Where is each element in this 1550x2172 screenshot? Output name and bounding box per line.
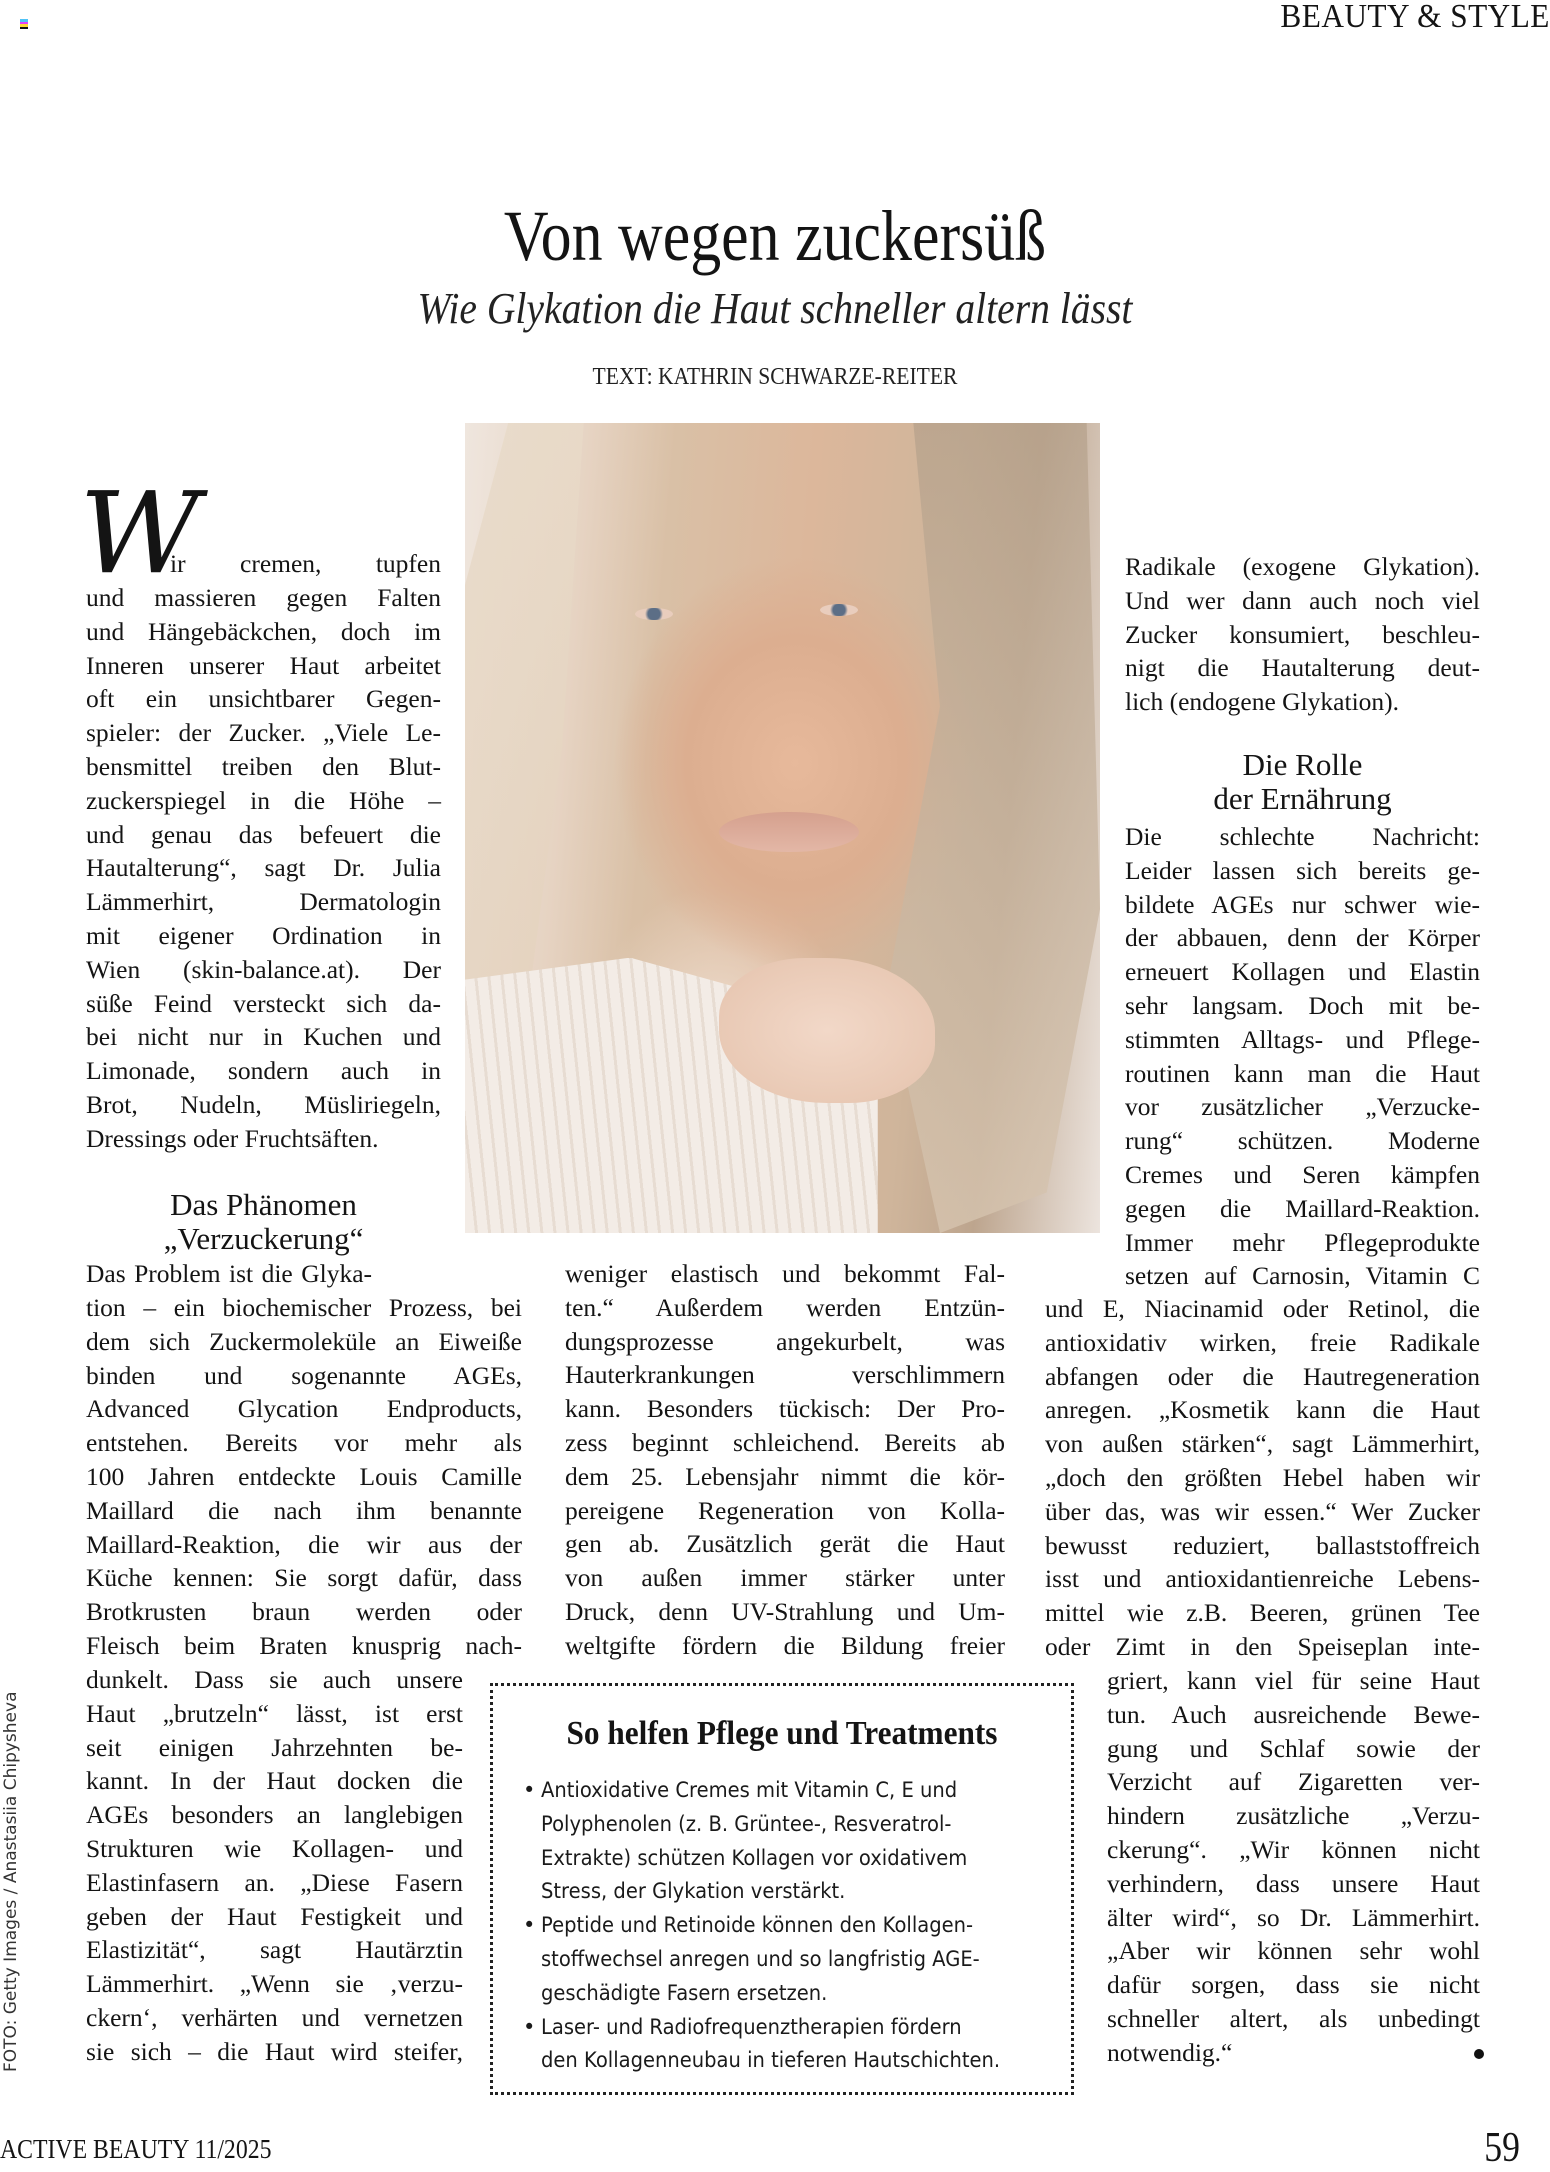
text-line: Immer mehr Pflegeprodukte bbox=[1125, 1227, 1480, 1257]
info-box bbox=[490, 1683, 1074, 2095]
drop-cap: W bbox=[79, 469, 201, 599]
text-line: bewusst reduziert, ballaststoffreich bbox=[1045, 1530, 1480, 1560]
text-line: spieler: der Zucker. „Viele Le- bbox=[86, 718, 441, 748]
text-line: nigt die Hautalterung deut- bbox=[1125, 653, 1480, 683]
column-3-bottom bbox=[1107, 1664, 1480, 2070]
column-3-top bbox=[1125, 550, 1480, 719]
text-line: Radikale (exogene Glykation). bbox=[1125, 552, 1480, 581]
photo-eye-right bbox=[820, 604, 858, 616]
text-line: mit eigener Ordination in bbox=[86, 920, 441, 950]
intro-first-line-block bbox=[170, 547, 441, 581]
info-box-item bbox=[523, 1909, 1068, 2010]
text-line: Druck, denn UV-Strahlung und Um- bbox=[565, 1596, 1005, 1626]
text-line: dem sich Zuckermoleküle an Eiweiße bbox=[86, 1326, 522, 1356]
text-line: Brotkrusten braun werden oder bbox=[86, 1597, 522, 1627]
article-title: Von wegen zuckersüß bbox=[503, 196, 1047, 276]
article-byline: TEXT: KATHRIN SCHWARZE-REITER bbox=[592, 364, 958, 390]
info-box-line: geschädigte Fasern ersetzen. bbox=[541, 1980, 828, 2005]
text-line: dafür sorgen, dass sie nicht bbox=[1107, 1970, 1480, 2000]
text-line: der abbauen, denn der Körper bbox=[1125, 923, 1480, 953]
info-box-line: • Antioxidative Cremes mit Vitamin C, E und bbox=[541, 1778, 958, 1802]
text-line: dunkelt. Dass sie auch unsere bbox=[86, 1665, 463, 1694]
info-box-line: Polyphenolen (z. B. Grüntee-, Resveratrol- bbox=[541, 1811, 952, 1836]
text-line: Lämmerhirt, Dermatologin bbox=[86, 887, 441, 917]
text-line: rung“ schützen. Moderne bbox=[1125, 1126, 1480, 1156]
text-line: mittel wie z.B. Beeren, grünen Tee bbox=[1045, 1598, 1480, 1628]
text-line: stimmten Alltags- und Pflege- bbox=[1125, 1024, 1480, 1054]
info-box-list bbox=[523, 1774, 1068, 2078]
photo-hand bbox=[719, 958, 935, 1104]
column-1-intro bbox=[86, 581, 441, 1156]
text-line: Hautalterung“, sagt Dr. Julia bbox=[86, 853, 441, 883]
subhead-line: Die Rolle bbox=[1242, 747, 1363, 782]
text-line: bensmittel treiben den Blut- bbox=[86, 751, 441, 781]
text-line: oft ein unsichtbarer Gegen- bbox=[86, 684, 441, 714]
text-line: und E, Niacinamid oder Retinol, die bbox=[1045, 1294, 1480, 1323]
text-line: Inneren unserer Haut arbeitet bbox=[86, 650, 441, 680]
text-line: Haut „brutzeln“ lässt, ist erst bbox=[86, 1698, 463, 1728]
color-swatch bbox=[20, 27, 28, 30]
text-line: Lämmerhirt. „Wenn sie ‚verzu- bbox=[86, 1969, 463, 1999]
text-line: Elastizität“, sagt Hautärztin bbox=[86, 1935, 463, 1965]
text-line: zuckerspiegel in die Höhe – bbox=[86, 785, 441, 815]
text-line: ten.“ Außerdem werden Entzün- bbox=[565, 1292, 1005, 1322]
subhead-line: „Verzuckerung“ bbox=[163, 1221, 364, 1256]
text-line: pereigene Regeneration von Kolla- bbox=[565, 1495, 1005, 1525]
text-line: sehr langsam. Doch mit be- bbox=[1125, 990, 1480, 1020]
subhead-line: Das Phänomen bbox=[170, 1187, 357, 1222]
text-line: griert, kann viel für seine Haut bbox=[1107, 1666, 1480, 1695]
text-line: zess beginnt schleichend. Bereits ab bbox=[565, 1427, 1005, 1457]
text-line: bei nicht nur in Kuchen und bbox=[86, 1022, 441, 1052]
text-line: Zucker konsumiert, beschleu- bbox=[1125, 619, 1480, 649]
text-line: Elastinfasern an. „Diese Fasern bbox=[86, 1867, 463, 1897]
text-line: seit einigen Jahrzehnten be- bbox=[86, 1732, 463, 1762]
info-box-line: Extrakte) schützen Kollagen vor oxidativem bbox=[541, 1845, 968, 1870]
column-3-wide bbox=[1045, 1292, 1480, 1664]
photo-lips bbox=[719, 812, 859, 853]
text-line: Strukturen wie Kollagen- und bbox=[86, 1833, 463, 1863]
column-2 bbox=[565, 1257, 1005, 1663]
text-line: hindern zusätzliche „Verzu- bbox=[1107, 1801, 1480, 1831]
text-line: verhindern, dass unsere Haut bbox=[1107, 1868, 1480, 1898]
text-line: über das, was wir essen.“ Wer Zucker bbox=[1045, 1496, 1480, 1526]
text-line: Dressings oder Fruchtsäften. bbox=[86, 1123, 379, 1153]
info-box-line: stoffwechsel anregen und so langfristig AGE- bbox=[541, 1946, 980, 1971]
text-line: lich (endogene Glykation). bbox=[1125, 687, 1400, 717]
text-line: Cremes und Seren kämpfen bbox=[1125, 1159, 1480, 1189]
text-line: vor zusätzlicher „Verzucke- bbox=[1125, 1092, 1480, 1122]
text-line: von außen stärken“, sagt Lämmerhirt, bbox=[1045, 1429, 1480, 1459]
text-line: antioxidativ wirken, freie Radikale bbox=[1045, 1327, 1480, 1357]
text-line: Hauterkrankungen verschlimmern bbox=[565, 1360, 1005, 1390]
text-line: ir cremen, tupfen bbox=[170, 549, 441, 578]
end-of-article-mark bbox=[1474, 2049, 1484, 2059]
text-line: erneuert Kollagen und Elastin bbox=[1125, 957, 1480, 987]
text-line: entstehen. Bereits vor mehr als bbox=[86, 1428, 522, 1458]
text-line: und massieren gegen Falten bbox=[86, 583, 441, 612]
text-line: notwendig.“ bbox=[1107, 2037, 1233, 2067]
photo-credit: FOTO: Getty Images / Anastasiia Chipysheva bbox=[1, 1691, 21, 2072]
info-box-item bbox=[523, 2011, 1068, 2079]
article-subtitle: Wie Glykation die Haut schneller altern lässt bbox=[417, 284, 1133, 333]
info-box-title: So helfen Pflege und Treatments bbox=[566, 1715, 998, 1752]
text-line: älter wird“, so Dr. Lämmerhirt. bbox=[1107, 1902, 1480, 1932]
text-line: Und wer dann auch noch viel bbox=[1125, 585, 1480, 615]
info-box-line: • Laser- und Radiofrequenztherapien fördern bbox=[541, 2014, 962, 2039]
text-line: binden und sogenannte AGEs, bbox=[86, 1360, 522, 1390]
text-line: abfangen oder die Hautregeneration bbox=[1045, 1361, 1480, 1391]
text-line: 100 Jahren entdeckte Louis Camille bbox=[86, 1461, 522, 1491]
text-line: gen ab. Zusätzlich gerät die Haut bbox=[565, 1529, 1005, 1559]
text-line: dungsprozesse angekurbelt, was bbox=[565, 1326, 1005, 1356]
text-line: süße Feind versteckt sich da- bbox=[86, 988, 441, 1018]
text-line: gung und Schlaf sowie der bbox=[1107, 1733, 1480, 1763]
text-line: Brot, Nudeln, Müsliriegeln, bbox=[86, 1089, 441, 1119]
publication-issue: ACTIVE BEAUTY 11/2025 bbox=[0, 2134, 272, 2164]
text-line: Das Problem ist die Glyka- bbox=[86, 1259, 372, 1288]
text-line: kannt. In der Haut docken die bbox=[86, 1766, 463, 1796]
subhead-rolle bbox=[1125, 748, 1480, 816]
info-box-line: • Peptide und Retinoide können den Kollagen- bbox=[541, 1913, 974, 1938]
text-line: setzen auf Carnosin, Vitamin C bbox=[1125, 1261, 1480, 1291]
text-line: von außen immer stärker unter bbox=[565, 1563, 1005, 1593]
text-line: Wien (skin-balance.at). Der bbox=[86, 954, 441, 984]
column-1-narrow-bottom bbox=[86, 1663, 463, 2069]
column-1-wide bbox=[86, 1291, 522, 1663]
text-line: Verzicht auf Zigaretten ver- bbox=[1107, 1767, 1480, 1797]
column-3-mid bbox=[1125, 820, 1480, 1293]
text-line: oder Zimt in den Speiseplan inte- bbox=[1045, 1631, 1480, 1661]
text-line: tion – ein biochemischer Prozess, bei bbox=[86, 1293, 522, 1322]
text-line: gegen die Maillard-Reaktion. bbox=[1125, 1193, 1480, 1223]
text-line: kann. Besonders tückisch: Der Pro- bbox=[565, 1394, 1005, 1424]
text-line: ckerung“. „Wir können nicht bbox=[1107, 1834, 1480, 1864]
column-1-narrow-top bbox=[86, 1257, 372, 1291]
text-line: isst und antioxidantienreiche Lebens- bbox=[1045, 1564, 1480, 1594]
text-line: bildete AGEs nur schwer wie- bbox=[1125, 889, 1480, 919]
text-line: „Aber wir können sehr wohl bbox=[1107, 1936, 1480, 1966]
subhead-line: der Ernährung bbox=[1213, 781, 1392, 816]
text-line: routinen kann man die Haut bbox=[1125, 1058, 1480, 1088]
text-line: ckern‘, verhärten und vernetzen bbox=[86, 2002, 463, 2032]
photo-eye-left bbox=[635, 608, 673, 620]
page-number: 59 bbox=[1484, 2125, 1520, 2171]
text-line: und Hängebäckchen, doch im bbox=[86, 616, 441, 646]
text-line: und genau das befeuert die bbox=[86, 819, 441, 849]
text-line: tun. Auch ausreichende Bewe- bbox=[1107, 1699, 1480, 1729]
info-box-line: Stress, der Glykation verstärkt. bbox=[541, 1879, 846, 1904]
text-line: anregen. „Kosmetik kann die Haut bbox=[1045, 1395, 1480, 1425]
text-line: weniger elastisch und bekommt Fal- bbox=[565, 1259, 1005, 1288]
info-box-item bbox=[523, 1774, 1068, 1909]
text-line: AGEs besonders an langlebigen bbox=[86, 1800, 463, 1830]
text-line: sie sich – die Haut wird steifer, bbox=[86, 2036, 463, 2066]
text-line: Fleisch beim Braten knusprig nach- bbox=[86, 1630, 522, 1660]
text-line: weltgifte fördern die Bildung freier bbox=[565, 1630, 1005, 1660]
subhead-phaenomen bbox=[86, 1188, 441, 1256]
section-label: BEAUTY & STYLE bbox=[1280, 0, 1550, 35]
text-line: schneller altert, als unbedingt bbox=[1107, 2003, 1480, 2033]
text-line: Küche kennen: Sie sorgt dafür, dass bbox=[86, 1563, 522, 1593]
text-line: „doch den größten Hebel haben wir bbox=[1045, 1462, 1480, 1492]
text-line: Leider lassen sich bereits ge- bbox=[1125, 855, 1480, 885]
print-color-mark bbox=[20, 19, 28, 29]
text-line: Limonade, sondern auch in bbox=[86, 1056, 441, 1086]
text-line: geben der Haut Festigkeit und bbox=[86, 1901, 463, 1931]
text-line: dem 25. Lebensjahr nimmt die kör- bbox=[565, 1461, 1005, 1491]
portrait-photo bbox=[465, 423, 1100, 1233]
text-line: Maillard-Reaktion, die wir aus der bbox=[86, 1529, 522, 1559]
text-line: Advanced Glycation Endproducts, bbox=[86, 1394, 522, 1424]
text-line: Maillard die nach ihm benannte bbox=[86, 1495, 522, 1525]
text-line: Die schlechte Nachricht: bbox=[1125, 822, 1480, 851]
info-box-line: den Kollagenneubau in tieferen Hautschichten. bbox=[541, 2048, 1001, 2073]
